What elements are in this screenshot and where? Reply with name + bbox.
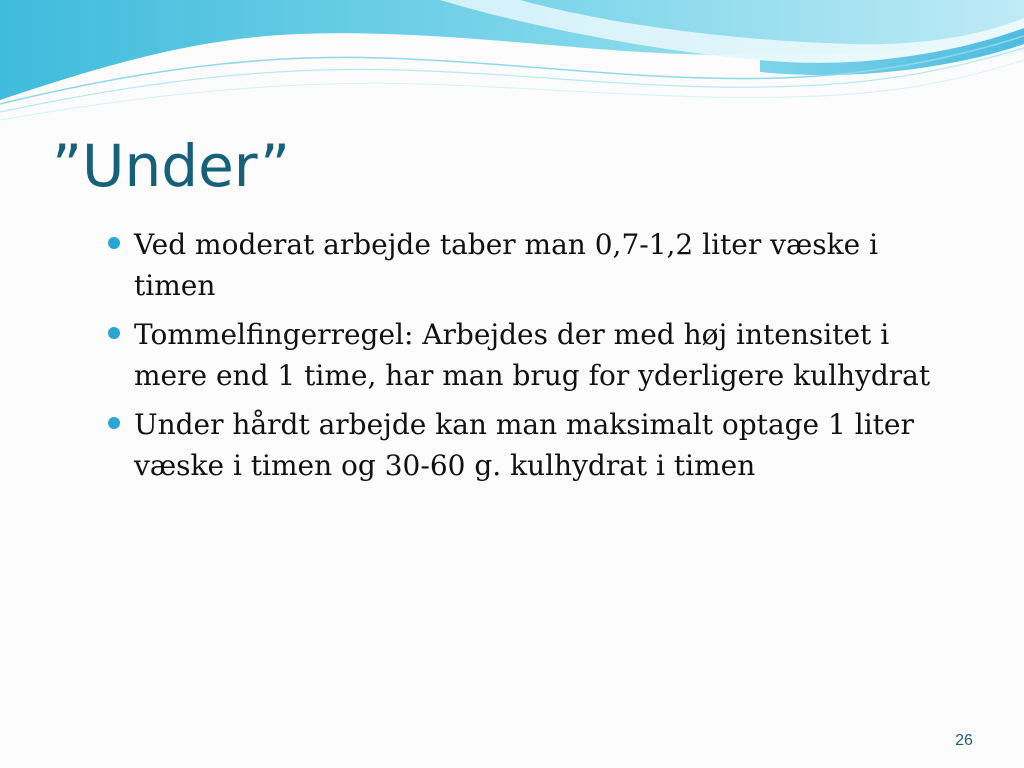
list-item (106, 404, 936, 486)
bullet-text: Tommelfingerregel: Arbejdes der med høj intensitet i mere end 1 time, har man brug for yderligere kulhydrat (134, 318, 931, 392)
slide-title: ”Under” (52, 132, 291, 200)
bullet-list (106, 224, 936, 494)
page-number: 26 (955, 732, 973, 749)
list-item (106, 314, 936, 396)
bullet-dot-icon (108, 417, 120, 429)
bullet-dot-icon (108, 237, 120, 249)
wave-header-decoration (0, 0, 1024, 130)
bullet-dot-icon (108, 327, 120, 339)
bullet-text: Ved moderat arbejde taber man 0,7-1,2 liter væske i timen (134, 228, 879, 302)
bullet-text: Under hårdt arbejde kan man maksimalt optage 1 liter væske i timen og 30-60 g. kulhydrat i timen (134, 408, 914, 482)
list-item (106, 224, 936, 306)
